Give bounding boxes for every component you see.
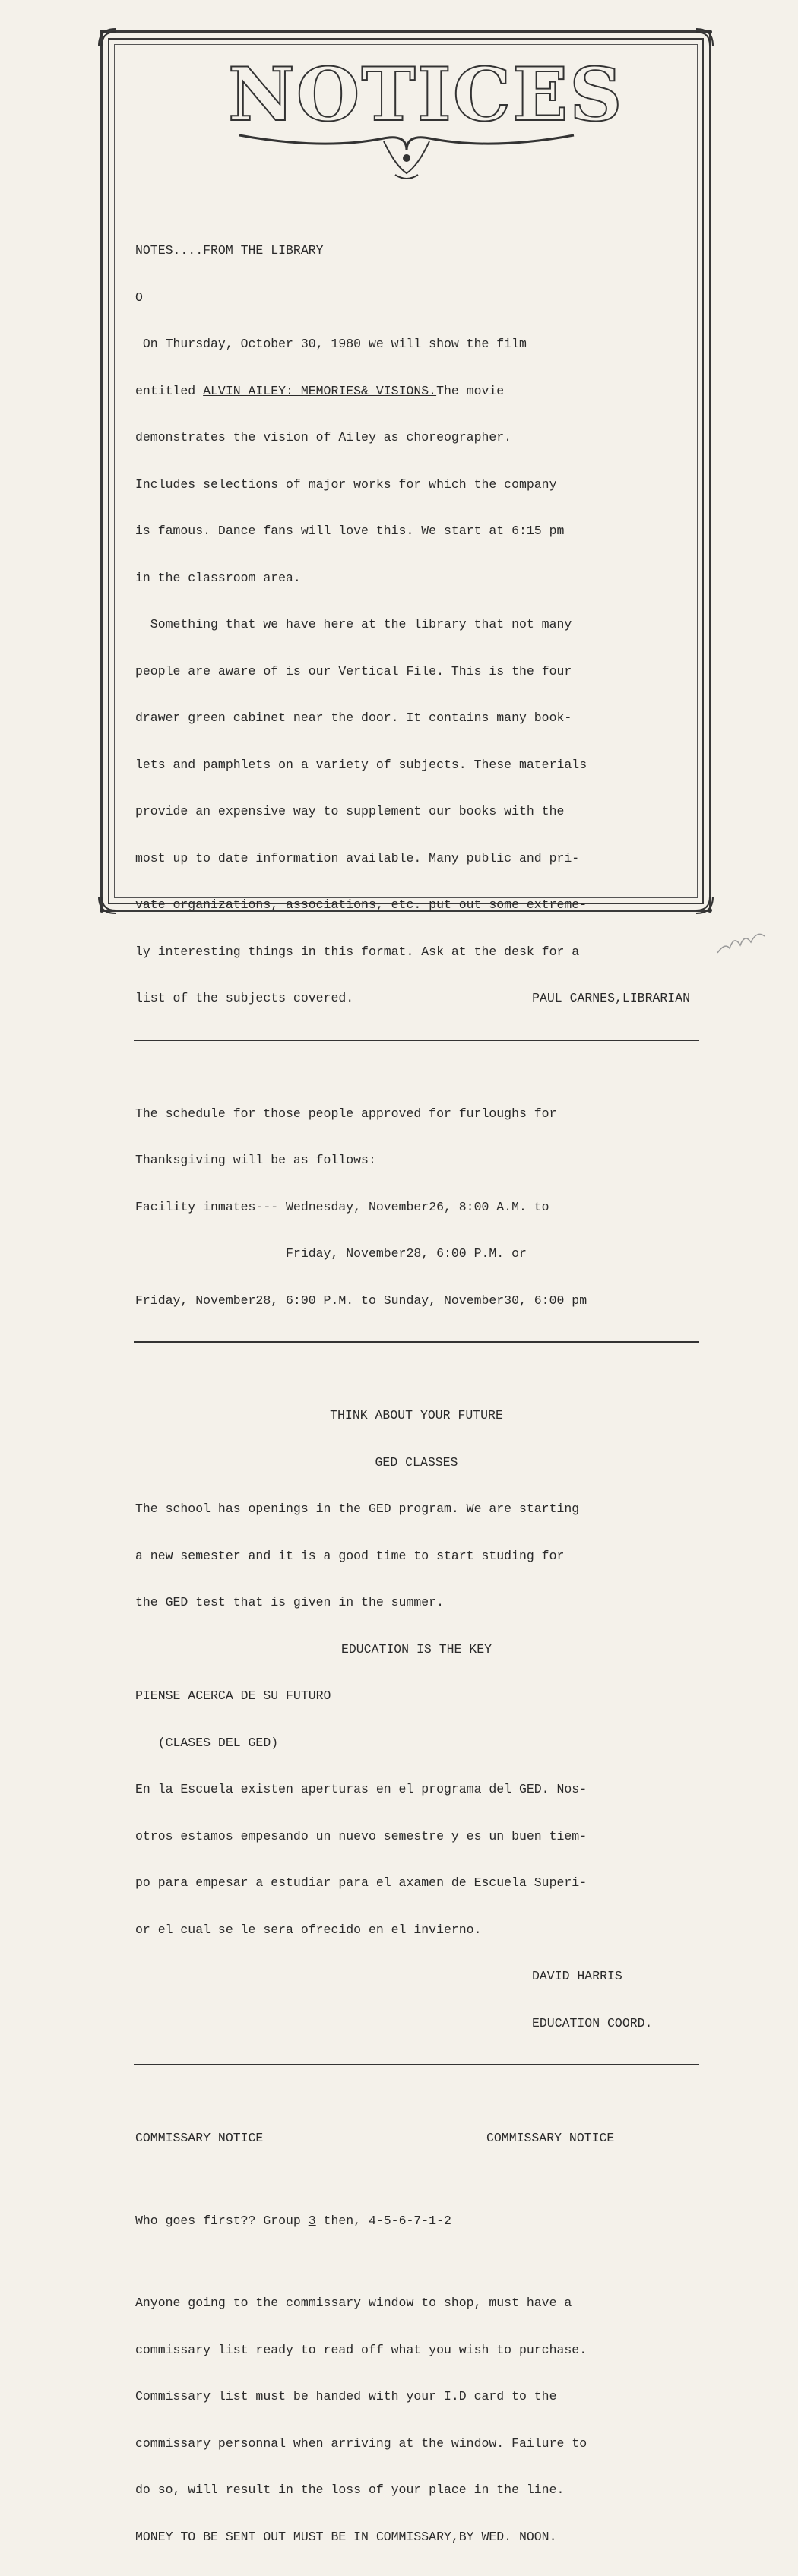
text-line: The school has openings in the GED program. We are starting (135, 1502, 580, 1516)
commissary-heading-left: COMMISSARY NOTICE (135, 2131, 264, 2145)
text-line: Anyone going to the commissary window to shop, must have a (135, 2296, 572, 2310)
masthead-title: NOTICES (228, 52, 624, 138)
text-line: commissary personnal when arriving at the window. Failure to (135, 2435, 587, 2451)
text-line: En la Escuela existen aperturas en el programa del GED. Nos- (135, 1782, 587, 1796)
text-line: Friday, November28, 6:00 P.M. to Sunday, November30, 6:00 pm (135, 1293, 587, 1308)
text-line: The schedule for those people approved for furloughs for (135, 1106, 557, 1121)
ged-signature-name: DAVID HARRIS (532, 1969, 622, 1983)
ged-motto: EDUCATION IS THE KEY (340, 1641, 492, 1657)
text-line (135, 384, 698, 400)
text-line: is famous. Dance fans will love this. We start at 6:15 pm (135, 524, 565, 538)
section-divider (134, 1040, 699, 1041)
text-line: most up to date information available. Many public and pri- (135, 850, 580, 866)
signature-scribble-icon (714, 919, 768, 957)
text-line: provide an expensive way to supplement our books with the (135, 804, 565, 818)
ged-subtitle: GED CLASSES (375, 1454, 458, 1470)
text-line (135, 664, 698, 680)
text-fragment: list of the subjects covered. (135, 991, 354, 1005)
text-line: do so, will result in the loss of your place in the line. (135, 2483, 565, 2497)
text-fragment: then, 4-5-6-7-1-2 (315, 2213, 451, 2228)
ged-es-title: PIENSE ACERCA DE SU FUTURO (135, 1688, 331, 1703)
corner-ornament-icon (96, 26, 119, 49)
corner-ornament-icon (96, 894, 119, 916)
commissary-heading-right: COMMISSARY NOTICE (486, 2131, 615, 2145)
text-line: otros estamos empesando un nuevo semestre y es un buen tiem- (135, 1828, 587, 1843)
film-title: ALVIN AILEY: MEMORIES& VISIONS. (203, 383, 437, 398)
text-fragment: The movie (436, 383, 505, 398)
group-number: 3 (308, 2213, 316, 2228)
text-line: lets and pamphlets on a variety of subjects. These materials (135, 757, 587, 772)
text-fragment: people are aware of is our (135, 663, 339, 679)
text-line: Friday, November28, 6:00 P.M. or (135, 1246, 527, 1261)
text-line: Facility inmates--- Wednesday, November26, 8:00 A.M. to (135, 1199, 549, 1214)
text-line: in the classroom area. (135, 570, 301, 585)
ged-title: THINK ABOUT YOUR FUTURE (330, 1408, 503, 1422)
text-line: MONEY TO BE SENT OUT MUST BE IN COMMISSARY,BY WED. NOON. (135, 2529, 557, 2544)
commissary-group-line (135, 2214, 698, 2229)
notices-content (135, 181, 698, 2576)
text-fragment: Who goes first?? Group (135, 2213, 309, 2228)
text-line: Thanksgiving will be as follows: (135, 1153, 376, 1167)
ged-signature-title: EDUCATION COORD. (532, 2015, 653, 2030)
text-line: drawer green cabinet near the door. It contains many book- (135, 710, 572, 725)
text-line: or el cual se le sera ofrecido en el invierno. (135, 1922, 482, 1937)
text-line: Something that we have here at the library that not many (135, 617, 572, 631)
text-line: Commissary list must be handed with your I.D card to the (135, 2389, 557, 2404)
librarian-signature: PAUL CARNES,LIBRARIAN (532, 991, 690, 1005)
library-heading: NOTES....FROM THE LIBRARY (135, 243, 324, 258)
section-divider (134, 1341, 699, 1343)
text-line: ly interesting things in this format. Ask at the desk for a (135, 944, 580, 959)
text-line: Includes selections of major works for which the company (135, 476, 557, 492)
section-divider (134, 2064, 699, 2065)
text-line: vate organizations, associations, etc. put out some extreme- (135, 897, 587, 912)
text-line: a new semester and it is a good time to start studing for (135, 1548, 565, 1563)
text-line: po para empesar a estudiar para el axamen de Escuela Superi- (135, 1875, 587, 1890)
text-fragment: entitled (135, 383, 204, 398)
text-line: commissary list ready to read off what you wish to purchase. (135, 2342, 587, 2357)
flourish-ornament-icon (232, 128, 581, 181)
text-line: the GED test that is given in the summer. (135, 1595, 444, 1609)
text-fragment: . This is the four (436, 663, 572, 679)
text-line: demonstrates the vision of Ailey as choreographer. (135, 430, 512, 445)
vertical-file: Vertical File (338, 663, 437, 679)
text-line (135, 991, 698, 1007)
commissary-heading-row (135, 2131, 698, 2147)
text-line: On Thursday, October 30, 1980 we will show the film (135, 337, 527, 351)
ged-es-subtitle: (CLASES DEL GED) (135, 1735, 279, 1750)
corner-ornament-icon (693, 26, 716, 49)
text-line: O (135, 290, 143, 305)
